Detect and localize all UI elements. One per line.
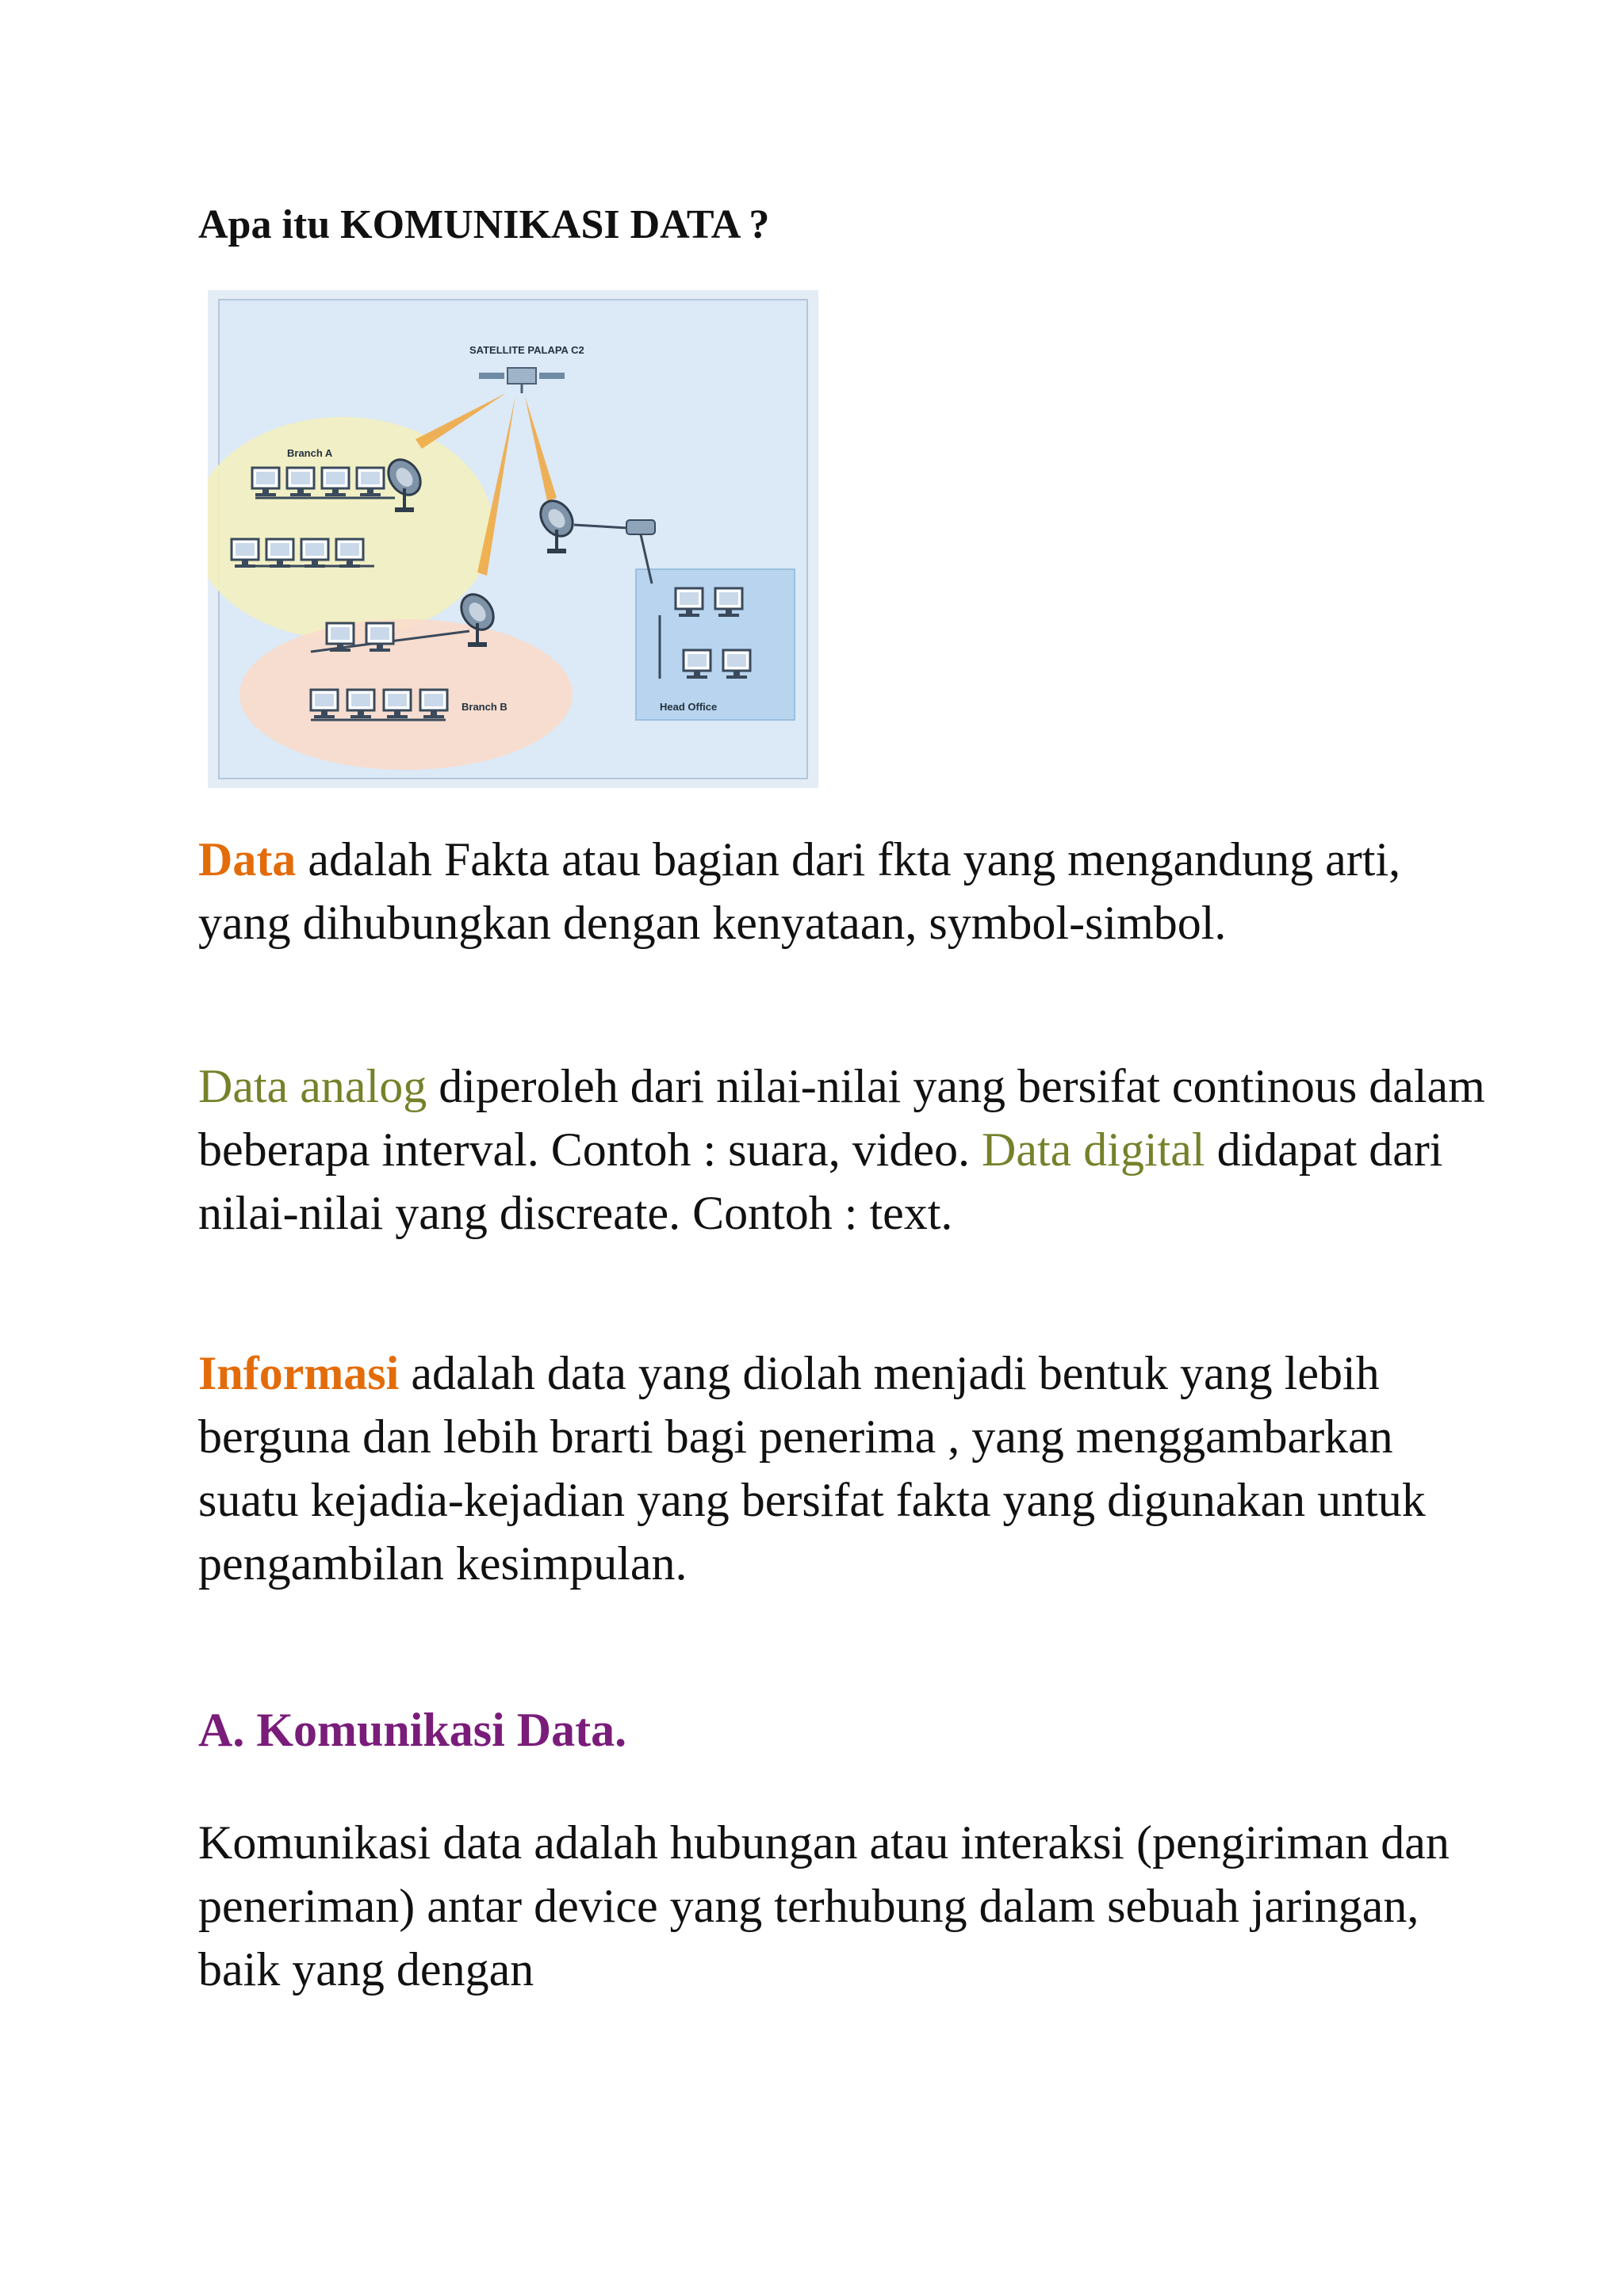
paragraph-text: didapat dari nilai-nilai yang discreate. Contoh : text. [198,1123,1443,1239]
paragraph-data-definition [198,828,1499,955]
paragraph-text: diperoleh dari nilai-nilai yang bersifat continous dalam beberapa interval. Contoh : suara, video. [198,1060,1485,1176]
head-office-label: Head Office [660,701,718,713]
network-diagram-svg [208,290,818,788]
satellite-label: SATELLITE PALAPA C2 [469,344,584,356]
branch-a-label: Branch A [287,447,333,459]
page-title: Apa itu KOMUNIKASI DATA ? [198,202,770,247]
network-diagram [208,290,818,788]
term-informasi: Informasi [198,1347,400,1399]
branch-b-label: Branch B [462,701,508,713]
paragraph-komunikasi-data: Komunikasi data adalah hubungan atau interaksi (pengiriman dan peneriman) antar device yang terhubung dalam sebuah jaringan, baik yang dengan [198,1816,1450,1996]
paragraph-text: adalah data yang diolah menjadi bentuk yang lebih berguna dan lebih brarti bagi penerima , yang menggambarkan suatu kejadia-kejadian yang bersifat fakta yang digunakan untuk pengambilan kesimpulan. [198,1347,1426,1590]
section-heading: A. Komunikasi Data. [198,1704,627,1756]
paragraph-informasi [198,1341,1499,1595]
paragraph-text: adalah Fakta atau bagian dari fkta yang mengandung arti, yang dihubungkan dengan kenyataan, symbol-simbol. [198,833,1401,949]
term-data-analog: Data analog [198,1060,427,1112]
paragraph-analog-digital [198,1054,1499,1245]
term-data: Data [198,833,297,886]
term-data-digital: Data digital [982,1123,1205,1176]
